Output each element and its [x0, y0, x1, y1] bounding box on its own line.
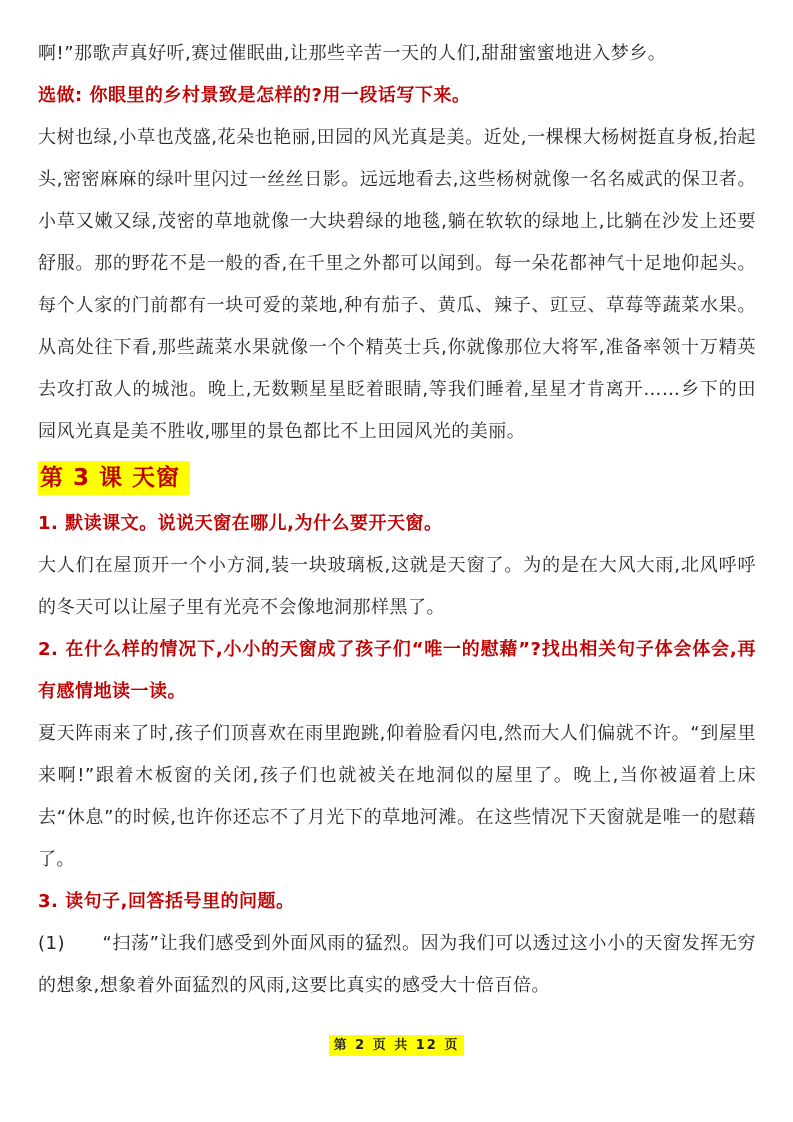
page-footer [0, 1034, 793, 1053]
document-content [38, 33, 756, 1007]
prompt-heading-question-3: 3. 读句子,回答括号里的问题。 [38, 891, 295, 912]
chapter-heading-highlight: 第 3 课 天窗 [38, 461, 190, 495]
body-paragraph: 夏天阵雨来了时,孩子们顶喜欢在雨里跑跳,仰着脸看闪电,然而大人们偏就不许。“到屋里来啊!”跟着木板窗的关闭,孩子们也就被关在地洞似的屋里了。晚上,当你被逼着上床去“休息”的时候,也许你还忘不了月光下的草地河滩。在这些情况下天窗就是唯一的慰藉了。 [38, 723, 756, 870]
body-paragraph: 啊!”那歌声真好听,赛过催眠曲,让那些辛苦一天的人们,甜甜蜜蜜地进入梦乡。 [38, 43, 667, 64]
prompt-heading-question-1: 1. 默读课文。说说天窗在哪儿,为什么要开天窗。 [38, 513, 443, 534]
prompt-heading-optional-task: 选做: 你眼里的乡村景致是怎样的?用一段话写下来。 [38, 85, 471, 106]
prompt-heading-question-2: 2. 在什么样的情况下,小小的天窗成了孩子们“唯一的慰藉”?找出相关句子体会体会,再有感情地读一读。 [38, 639, 756, 702]
chapter-heading [38, 456, 756, 501]
page-number-label: 第 2 页 共 12 页 [329, 1035, 465, 1056]
body-paragraph: 大人们在屋顶开一个小方洞,装一块玻璃板,这就是天窗了。为的是在大风大雨,北风呼呼的冬天可以让屋子里有光亮不会像地洞那样黑了。 [38, 555, 756, 618]
body-paragraph: 大树也绿,小草也茂盛,花朵也艳丽,田园的风光真是美。近处,一棵棵大杨树挺直身板,抬起头,密密麻麻的绿叶里闪过一丝丝日影。远远地看去,这些杨树就像一名名威武的保卫者。小草又嫩又绿,茂密的草地就像一大块碧绿的地毯,躺在软软的绿地上,比躺在沙发上还要舒服。那的野花不是一般的香,在千里之外都可以闻到。每一朵花都神气十足地仰起头。每个人家的门前都有一块可爱的菜地,种有茄子、黄瓜、辣子、豇豆、草莓等蔬菜水果。从高处往下看,那些蔬菜水果就像一个个精英士兵,你就像那位大将军,准备率领十万精英去攻打敌人的城池。晚上,无数颗星星眨着眼睛,等我们睡着,星星才肯离开……乡下的田园风光真是美不胜收,哪里的景色都比不上田园风光的美丽。 [38, 127, 756, 442]
body-paragraph: (1) “扫荡”让我们感受到外面风雨的猛烈。因为我们可以透过这小小的天窗发挥无穷的想象,想象着外面猛烈的风雨,这要比真实的感受大十倍百倍。 [38, 933, 756, 996]
